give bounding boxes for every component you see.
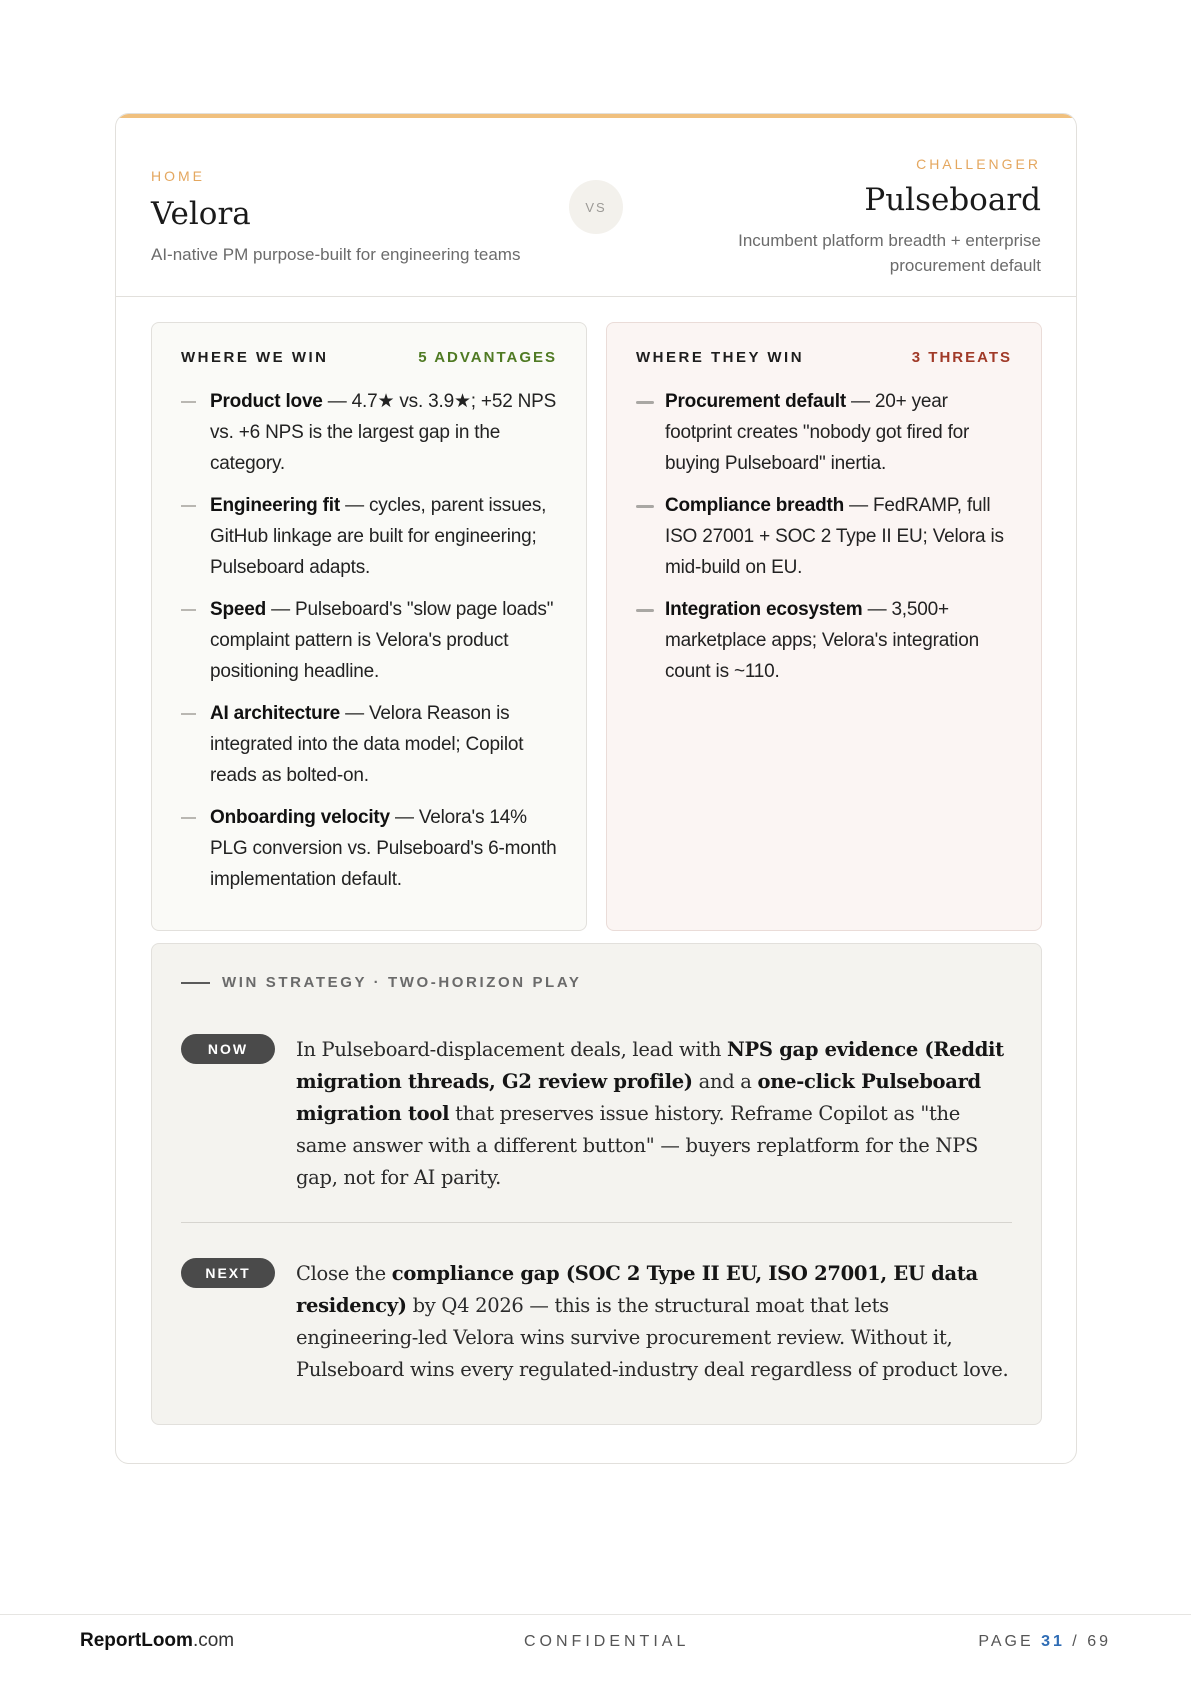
- item-text: — Velora's 14% PLG conversion vs. Pulseboard's 6-month implementation default.: [210, 807, 557, 890]
- item-lead: Product love: [210, 391, 323, 412]
- list-item: [636, 386, 1013, 479]
- where-we-win-panel: [151, 322, 587, 931]
- page-prefix: PAGE: [978, 1633, 1042, 1650]
- challenger-company-name: Pulseboard: [864, 182, 1041, 218]
- win-strategy-header: [181, 974, 581, 991]
- item-text: — 3,500+ marketplace apps; Velora's integration count is ~110.: [665, 599, 979, 682]
- next-text: Close the compliance gap (SOC 2 Type II EU, ISO 27001, EU data residency) by Q4 2026 — this is the structural moat that lets engineering-led Velora wins survive procurement review. Without it, Pulseboard wins every regulated-industry deal regardless of product love.: [296, 1262, 1009, 1381]
- list-item: [181, 594, 558, 687]
- item-lead: Procurement default: [665, 391, 846, 412]
- challenger-tagline-line2: procurement default: [889, 256, 1041, 275]
- dash-icon: [181, 401, 196, 403]
- item-text: — Pulseboard's "slow page loads" complaint pattern is Velora's product positioning headline.: [210, 599, 554, 682]
- page-current: 31: [1041, 1633, 1065, 1650]
- where-we-win-title: WHERE WE WIN: [181, 349, 329, 366]
- challenger-company: [661, 156, 1041, 278]
- win-strategy-panel: [151, 943, 1042, 1425]
- dash-icon: [636, 609, 654, 612]
- footer-brand-logo: [80, 1630, 234, 1652]
- advantages-count: 5 ADVANTAGES: [418, 349, 557, 366]
- win-strategy-title: WIN STRATEGY · TWO-HORIZON PLAY: [222, 974, 582, 991]
- where-we-win-header: [181, 349, 557, 366]
- where-they-win-panel: [606, 322, 1042, 931]
- matchup-header: [116, 118, 1076, 297]
- item-text: — cycles, parent issues, GitHub linkage are built for engineering; Pulseboard adapts.: [210, 495, 547, 578]
- next-badge: NEXT: [181, 1258, 275, 1288]
- now-text: In Pulseboard-displacement deals, lead with NPS gap evidence (Reddit migration threads, G2 review profile) and a one-click Pulseboard migration tool that preserves issue history. Reframe Copilot as "the same answer with a different button" — buyers replatform for the NPS gap, not for AI parity.: [296, 1038, 1004, 1189]
- home-eyebrow: HOME: [151, 168, 205, 184]
- brand-name: ReportLoom: [80, 1630, 193, 1651]
- where-they-win-title: WHERE THEY WIN: [636, 349, 805, 366]
- threats-list: [636, 386, 1013, 698]
- brand-tld: .com: [192, 1630, 235, 1651]
- item-lead: Speed: [210, 599, 267, 620]
- divider: [181, 1222, 1012, 1223]
- home-company-name: Velora: [151, 196, 251, 232]
- challenger-tagline: [661, 228, 1041, 278]
- list-item: [181, 698, 558, 791]
- dash-icon: [181, 817, 196, 819]
- home-company: [151, 168, 551, 267]
- challenger-eyebrow: CHALLENGER: [916, 156, 1041, 172]
- vs-badge: VS: [569, 180, 623, 234]
- item-lead: AI architecture: [210, 703, 341, 724]
- list-item: [181, 386, 558, 479]
- advantages-list: [181, 386, 558, 906]
- page-number: [978, 1633, 1111, 1651]
- item-text: — 20+ year footprint creates "nobody got fired for buying Pulseboard" inertia.: [665, 391, 970, 474]
- item-text: — FedRAMP, full ISO 27001 + SOC 2 Type II EU; Velora is mid-build on EU.: [665, 495, 1004, 578]
- dash-icon: [181, 505, 196, 507]
- item-lead: Onboarding velocity: [210, 807, 390, 828]
- item-text: — 4.7★ vs. 3.9★; +52 NPS vs. +6 NPS is the largest gap in the category.: [210, 391, 557, 474]
- item-text: — Velora Reason is integrated into the data model; Copilot reads as bolted-on.: [210, 703, 524, 786]
- dash-icon: [636, 505, 654, 508]
- home-tagline: AI-native PM purpose-built for engineering teams: [151, 245, 521, 264]
- play-now: [181, 1034, 1012, 1194]
- play-next: [181, 1258, 1012, 1386]
- list-item: [181, 490, 558, 583]
- comparison-card: [115, 113, 1077, 1464]
- dash-icon: [181, 713, 196, 715]
- rule-icon: [181, 982, 210, 984]
- page-total: / 69: [1064, 1633, 1111, 1650]
- item-lead: Engineering fit: [210, 495, 341, 516]
- confidential-label: CONFIDENTIAL: [524, 1633, 690, 1650]
- item-lead: Compliance breadth: [665, 495, 845, 516]
- item-lead: Integration ecosystem: [665, 599, 863, 620]
- dash-icon: [181, 609, 196, 611]
- now-badge: NOW: [181, 1034, 275, 1064]
- list-item: [636, 490, 1013, 583]
- where-they-win-header: [636, 349, 1012, 366]
- challenger-tagline-line1: Incumbent platform breadth + enterprise: [738, 231, 1041, 250]
- list-item: [181, 802, 558, 895]
- footer-rule: [0, 1614, 1191, 1615]
- threats-count: 3 THREATS: [911, 349, 1012, 366]
- list-item: [636, 594, 1013, 687]
- dash-icon: [636, 401, 654, 404]
